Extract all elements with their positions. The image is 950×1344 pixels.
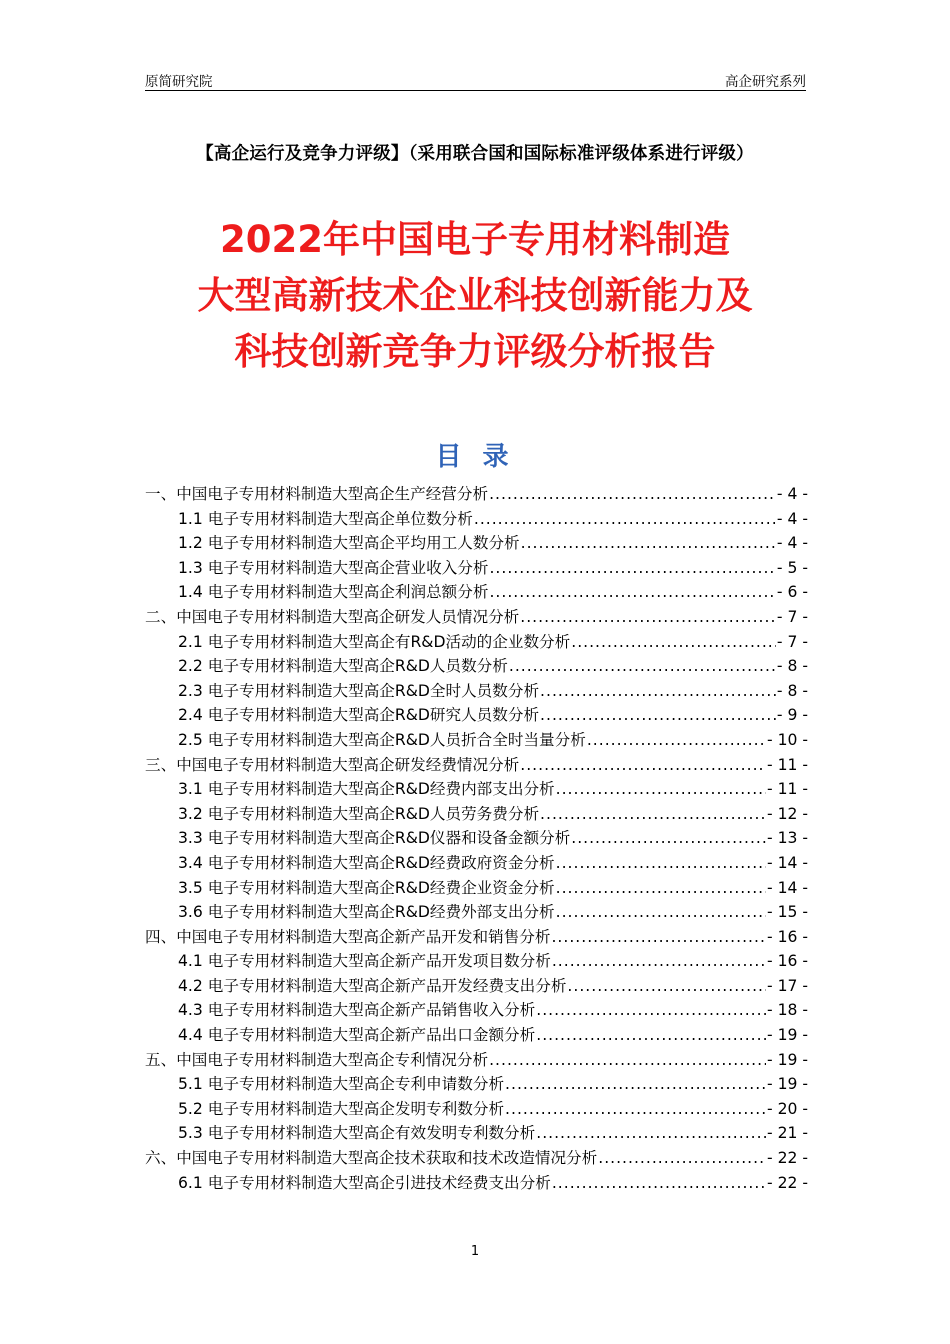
toc-entry-page: - 19 -	[766, 1075, 808, 1094]
toc-dot-leader	[520, 605, 776, 630]
toc-entry[interactable]	[145, 531, 808, 556]
toc-entry-page: - 6 -	[776, 583, 808, 602]
table-of-contents	[145, 482, 808, 1195]
toc-entry[interactable]	[145, 1097, 808, 1122]
title-line: 2022年中国电子专用材料制造	[220, 218, 730, 261]
toc-dot-leader	[552, 949, 766, 974]
report-subtitle: 【高企运行及竞争力评级】（采用联合国和国际标准评级体系进行评级）	[196, 144, 754, 164]
toc-entry-label: 一、中国电子专用材料制造大型高企生产经营分析	[145, 485, 489, 503]
toc-entry-label: 2.5 电子专用材料制造大型高企R&D人员折合全时当量分析	[178, 730, 586, 749]
toc-dot-leader	[556, 876, 766, 901]
toc-dot-leader	[551, 925, 766, 950]
toc-entry[interactable]	[145, 1121, 808, 1146]
toc-entry[interactable]	[145, 1048, 808, 1073]
toc-entry-label: 3.5 电子专用材料制造大型高企R&D经费企业资金分析	[178, 878, 555, 897]
toc-entry-label: 6.1 电子专用材料制造大型高企引进技术经费支出分析	[178, 1173, 551, 1192]
toc-entry-page: - 19 -	[766, 1050, 808, 1069]
toc-entry-page: - 20 -	[766, 1099, 808, 1118]
toc-entry[interactable]	[145, 507, 808, 532]
toc-entry-page: - 12 -	[766, 804, 808, 823]
toc-entry[interactable]	[145, 851, 808, 876]
toc-entry-label: 六、中国电子专用材料制造大型高企技术获取和技术改造情况分析	[145, 1149, 598, 1168]
toc-entry[interactable]	[145, 580, 808, 605]
toc-dot-leader	[587, 728, 766, 753]
toc-entry-label: 3.1 电子专用材料制造大型高企R&D经费内部支出分析	[178, 780, 555, 799]
toc-entry[interactable]	[145, 949, 808, 974]
toc-entry[interactable]	[145, 1171, 808, 1196]
toc-entry-page: - 7 -	[776, 632, 808, 651]
toc-dot-leader	[556, 851, 766, 876]
toc-entry[interactable]	[145, 630, 808, 655]
toc-entry[interactable]	[145, 654, 808, 679]
toc-dot-leader	[474, 507, 776, 532]
toc-entry[interactable]	[145, 753, 808, 778]
toc-dot-leader	[505, 1072, 766, 1097]
toc-entry-page: - 22 -	[766, 1173, 808, 1192]
toc-entry-label: 4.4 电子专用材料制造大型高企新产品出口金额分析	[178, 1026, 536, 1045]
toc-entry-label: 五、中国电子专用材料制造大型高企专利情况分析	[145, 1050, 489, 1069]
toc-entry[interactable]	[145, 802, 808, 827]
toc-entry-page: - 11 -	[766, 755, 808, 774]
toc-dot-leader	[536, 998, 766, 1023]
toc-dot-leader	[567, 974, 766, 999]
toc-dot-leader	[571, 630, 776, 655]
title-line: 科技创新竞争力评级分析报告	[234, 330, 716, 373]
toc-entry[interactable]	[145, 605, 808, 630]
toc-entry-page: - 4 -	[776, 534, 808, 553]
toc-entry-page: - 4 -	[776, 485, 808, 503]
toc-dot-leader	[521, 531, 776, 556]
toc-dot-leader	[536, 1023, 766, 1048]
toc-entry-label: 1.3 电子专用材料制造大型高企营业收入分析	[178, 558, 489, 577]
toc-dot-leader	[505, 1097, 766, 1122]
toc-entry[interactable]	[145, 1023, 808, 1048]
title-line: 大型高新技术企业科技创新能力及	[197, 274, 753, 317]
report-title	[0, 212, 950, 380]
toc-entry-page: - 7 -	[776, 607, 808, 626]
toc-dot-leader	[509, 654, 776, 679]
header-organization: 原简研究院	[145, 74, 213, 90]
toc-entry-page: - 11 -	[766, 780, 808, 799]
toc-entry-page: - 10 -	[766, 730, 808, 749]
toc-entry-page: - 4 -	[776, 509, 808, 528]
toc-entry-label: 5.3 电子专用材料制造大型高企有效发明专利数分析	[178, 1124, 536, 1143]
toc-heading: 目 录	[435, 442, 515, 472]
toc-entry-label: 4.1 电子专用材料制造大型高企新产品开发项目数分析	[178, 952, 551, 971]
toc-entry-page: - 17 -	[766, 976, 808, 995]
toc-entry[interactable]	[145, 703, 808, 728]
toc-entry-page: - 13 -	[766, 829, 808, 848]
page-header	[145, 66, 806, 91]
toc-entry[interactable]	[145, 482, 808, 507]
toc-entry[interactable]	[145, 1072, 808, 1097]
toc-entry-page: - 5 -	[776, 558, 808, 577]
toc-entry[interactable]	[145, 876, 808, 901]
toc-entry-page: - 8 -	[776, 681, 808, 700]
toc-entry-page: - 21 -	[766, 1124, 808, 1143]
toc-entry-label: 2.4 电子专用材料制造大型高企R&D研究人员数分析	[178, 706, 540, 725]
toc-entry-page: - 16 -	[766, 927, 808, 946]
toc-entry-page: - 9 -	[776, 706, 808, 725]
toc-entry[interactable]	[145, 777, 808, 802]
toc-entry[interactable]	[145, 925, 808, 950]
toc-entry[interactable]	[145, 1146, 808, 1171]
toc-entry-page: - 8 -	[776, 657, 808, 676]
toc-entry-page: - 14 -	[766, 853, 808, 872]
toc-dot-leader	[552, 1171, 766, 1196]
toc-dot-leader	[489, 580, 775, 605]
toc-entry[interactable]	[145, 998, 808, 1023]
toc-entry[interactable]	[145, 679, 808, 704]
toc-dot-leader	[540, 802, 766, 827]
toc-entry-label: 三、中国电子专用材料制造大型高企研发经费情况分析	[145, 755, 520, 774]
toc-entry-label: 2.2 电子专用材料制造大型高企R&D人员数分析	[178, 657, 508, 676]
toc-dot-leader	[489, 1048, 766, 1073]
toc-dot-leader	[489, 556, 775, 581]
toc-entry[interactable]	[145, 728, 808, 753]
toc-dot-leader	[489, 482, 776, 507]
toc-entry-label: 2.3 电子专用材料制造大型高企R&D全时人员数分析	[178, 681, 540, 700]
toc-entry-label: 5.1 电子专用材料制造大型高企专利申请数分析	[178, 1075, 505, 1094]
page-number: 1	[470, 1244, 480, 1259]
toc-entry[interactable]	[145, 900, 808, 925]
toc-dot-leader	[520, 753, 766, 778]
toc-entry[interactable]	[145, 556, 808, 581]
toc-dot-leader	[556, 777, 766, 802]
toc-dot-leader	[598, 1146, 766, 1171]
toc-entry[interactable]	[145, 826, 808, 851]
toc-entry-label: 1.1 电子专用材料制造大型高企单位数分析	[178, 509, 473, 528]
toc-dot-leader	[571, 826, 766, 851]
toc-entry-label: 3.6 电子专用材料制造大型高企R&D经费外部支出分析	[178, 903, 555, 922]
toc-entry-page: - 16 -	[766, 952, 808, 971]
toc-entry-label: 1.4 电子专用材料制造大型高企利润总额分析	[178, 583, 489, 602]
header-series: 高企研究系列	[725, 74, 806, 90]
toc-entry-label: 二、中国电子专用材料制造大型高企研发人员情况分析	[145, 607, 520, 626]
toc-entry-label: 2.1 电子专用材料制造大型高企有R&D活动的企业数分析	[178, 632, 571, 651]
toc-entry-label: 3.4 电子专用材料制造大型高企R&D经费政府资金分析	[178, 853, 555, 872]
toc-entry-page: - 15 -	[766, 903, 808, 922]
toc-dot-leader	[540, 703, 776, 728]
toc-entry-page: - 14 -	[766, 878, 808, 897]
toc-entry-label: 4.3 电子专用材料制造大型高企新产品销售收入分析	[178, 1001, 536, 1020]
toc-entry-page: - 18 -	[766, 1001, 808, 1020]
toc-entry[interactable]	[145, 974, 808, 999]
toc-dot-leader	[540, 679, 776, 704]
toc-entry-label: 4.2 电子专用材料制造大型高企新产品开发经费支出分析	[178, 976, 567, 995]
toc-entry-label: 5.2 电子专用材料制造大型高企发明专利数分析	[178, 1099, 505, 1118]
toc-entry-page: - 19 -	[766, 1026, 808, 1045]
toc-dot-leader	[556, 900, 766, 925]
toc-entry-page: - 22 -	[766, 1149, 808, 1168]
toc-dot-leader	[536, 1121, 766, 1146]
toc-entry-label: 3.3 电子专用材料制造大型高企R&D仪器和设备金额分析	[178, 829, 571, 848]
toc-entry-label: 3.2 电子专用材料制造大型高企R&D人员劳务费分析	[178, 804, 540, 823]
toc-entry-label: 四、中国电子专用材料制造大型高企新产品开发和销售分析	[145, 927, 551, 946]
toc-entry-label: 1.2 电子专用材料制造大型高企平均用工人数分析	[178, 534, 520, 553]
